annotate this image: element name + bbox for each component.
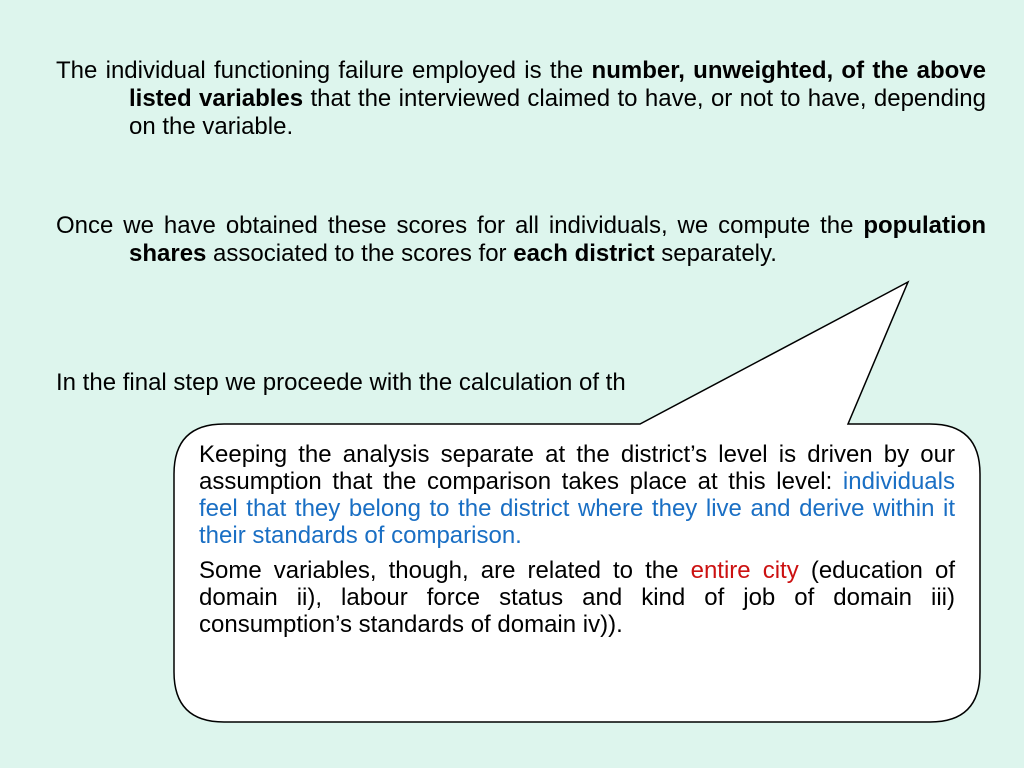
callout-p2-highlight: entire city	[690, 557, 799, 584]
callout-text-box	[199, 441, 955, 646]
paragraph-2-text: Once we have obtained these scores for all individuals, we compute the	[56, 212, 864, 239]
callout-p2-text-end: (education of domain ii), labour force status and kind of job of domain iii) consumption’s standards of domain iv)).	[199, 557, 956, 638]
callout-p1-highlight: individuals feel that they belong to the district where they live and derive within it their standards of comparison.	[199, 468, 955, 549]
callout-paragraph-district-level	[199, 441, 955, 549]
paragraph-1-text: The individual functioning failure employed is the	[56, 57, 592, 84]
paragraph-2-bold-district: each district	[513, 240, 655, 267]
paragraph-2-text-end: separately.	[654, 240, 777, 267]
callout-p2-text: Some variables, though, are related to the	[199, 557, 691, 584]
paragraph-1-text-end: that the interviewed claimed to have, or not to have, depending on the variable.	[129, 85, 986, 140]
paragraph-2-text-middle: associated to the scores for	[206, 240, 514, 267]
paragraph-3-text: In the final step we proceede with the calculation of th	[56, 369, 626, 396]
callout-p1-text: Keeping the analysis separate at the district’s level is driven by our assumption that the comparison takes place at this level:	[199, 441, 955, 495]
paragraph-1-bold: number, unweighted, of the above listed variables	[129, 57, 986, 112]
callout-paragraph-entire-city	[199, 557, 955, 638]
paragraph-2-bold-shares: population shares	[129, 212, 986, 267]
